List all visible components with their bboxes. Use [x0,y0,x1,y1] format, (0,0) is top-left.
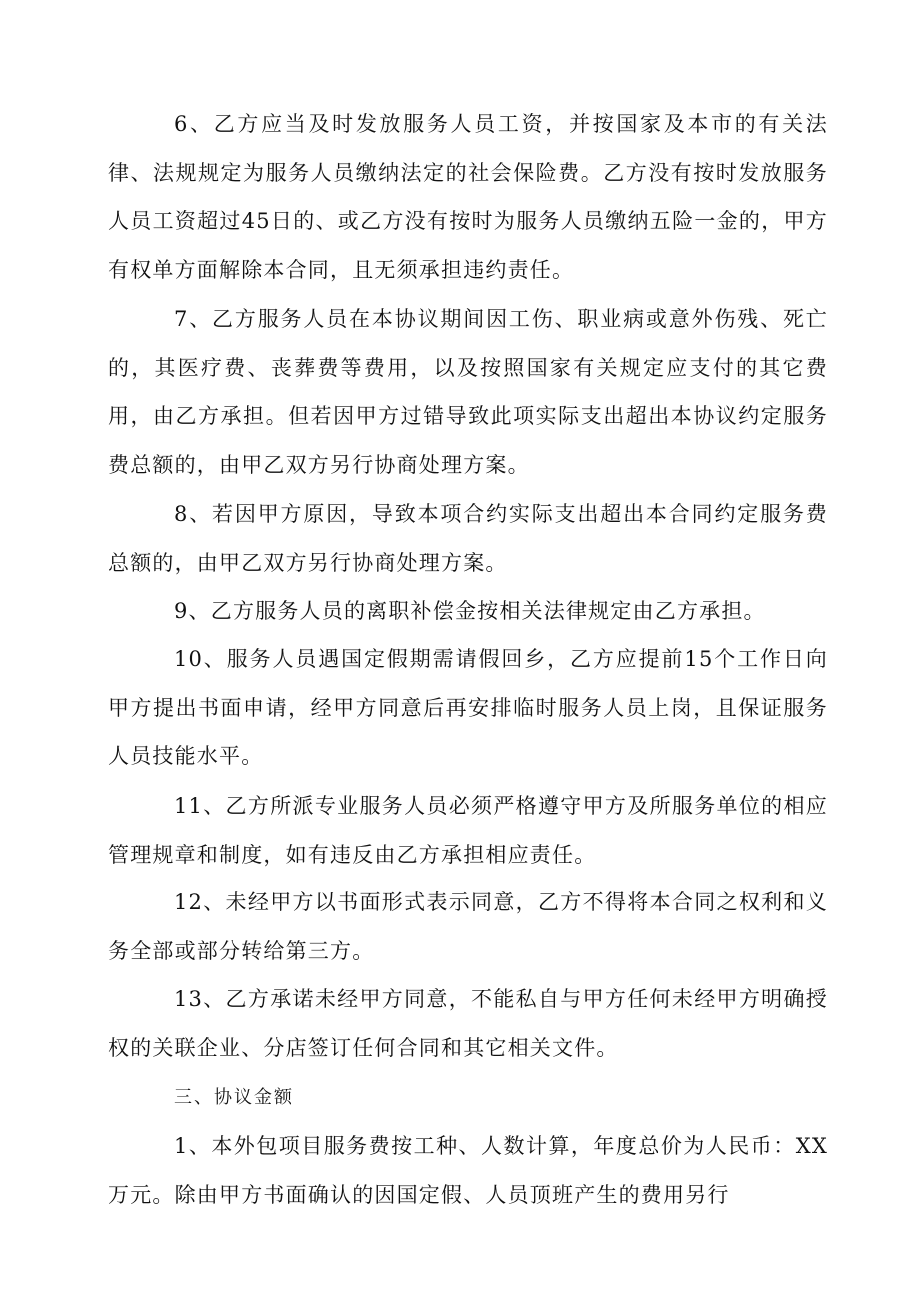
clause-10: 10、服务人员遇国定假期需请假回乡，乙方应提前15个工作日向甲方提出书面申请，经甲方同意后再安排临时服务人员上岗，且保证服务人员技能水平。 [108,647,828,769]
section-heading: 三、协议金额 [174,1087,294,1108]
clause-11: 11、乙方所派专业服务人员必须严格遵守甲方及所服务单位的相应管理规章和制度，如有违反由乙方承担相应责任。 [108,794,828,867]
clause-7: 7、乙方服务人员在本协议期间因工伤、职业病或意外伤残、死亡的，其医疗费、丧葬费等费用，以及按照国家有关规定应支付的其它费用，由乙方承担。但若因甲方过错导致此项实际支出超出本协议约定服务费总额的，由甲乙双方另行协商处理方案。 [108,307,828,477]
clause-12: 12、未经甲方以书面形式表示同意，乙方不得将本合同之权利和义务全部或部分转给第三方。 [108,890,828,963]
clause-6: 6、乙方应当及时发放服务人员工资，并按国家及本市的有关法律、法规规定为服务人员缴纳法定的社会保险费。乙方没有按时发放服务人员工资超过45日的、或乙方没有按时为服务人员缴纳五险一金的，甲方有权单方面解除本合同，且无须承担违约责任。 [108,112,828,282]
clause-13: 13、乙方承诺未经甲方同意，不能私自与甲方任何未经甲方明确授权的关联企业、分店签订任何合同和其它相关文件。 [108,987,828,1060]
section-clause-1: 1、本外包项目服务费按工种、人数计算，年度总价为人民币：XX万元。除由甲方书面确认的因国定假、人员顶班产生的费用另行 [108,1134,828,1207]
clause-8: 8、若因甲方原因，导致本项合约实际支出超出本合同约定服务费总额的，由甲乙双方另行协商处理方案。 [108,502,828,575]
clause-9: 9、乙方服务人员的离职补偿金按相关法律规定由乙方承担。 [174,599,766,623]
